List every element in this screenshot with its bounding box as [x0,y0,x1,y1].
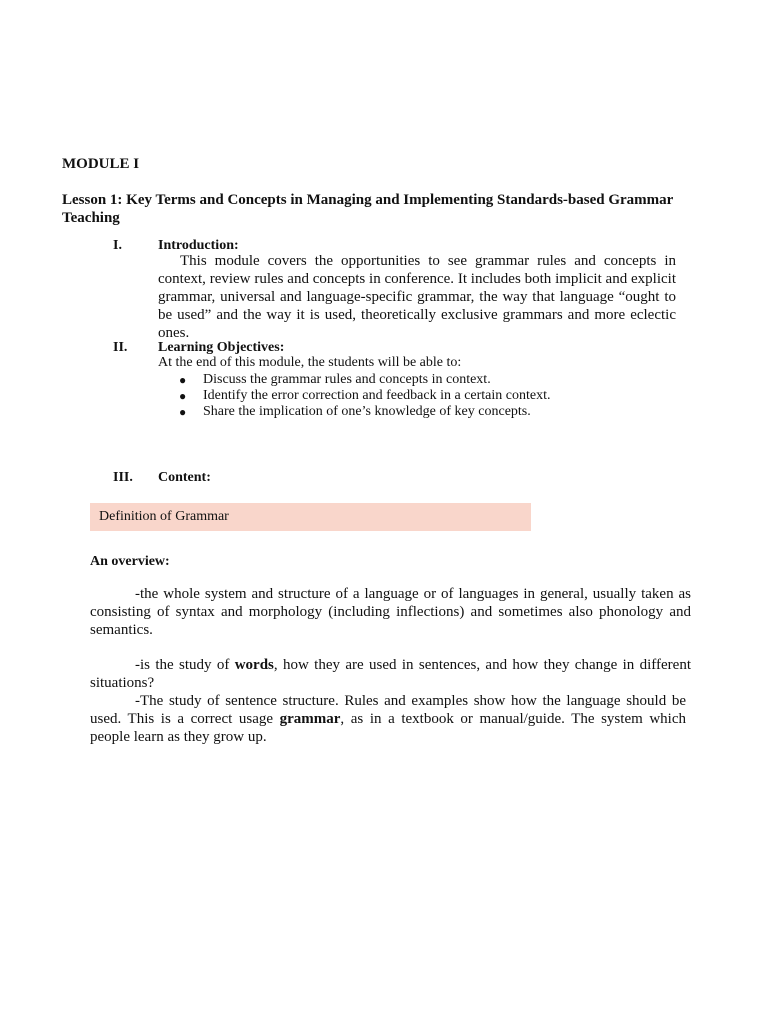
introduction-paragraph: This module covers the opportunities to see grammar rules and concepts in context, review rules and concepts in conference. It includes both implicit and explicit grammar, universal and language-specific grammar, the way that language “ought to be used” and the way it is used, theoretically exclusive grammars and more eclectic ones. [158,253,676,341]
overview-paragraph-3 [90,692,686,746]
paragraph-text: -The study of sentence structure. Rules and examples show how the language should be used. This is a correct usage [90,693,686,727]
bullet-icon: ● [179,373,187,387]
paragraph-text: -is the study of [135,657,235,673]
list-item [158,404,678,420]
section-number-content: III. [113,470,133,485]
keyword-grammar: grammar [279,711,341,727]
overview-paragraph-2 [90,656,691,692]
section-title-introduction: Introduction: [158,238,239,253]
definition-callout: Definition of Grammar [90,503,531,531]
section-title-objectives: Learning Objectives: [158,340,285,355]
section-number-objectives: II. [113,340,128,355]
section-title-content: Content: [158,470,211,485]
list-item [158,372,678,388]
bullet-icon: ● [179,389,187,403]
lesson-title: Lesson 1: Key Terms and Concepts in Managing and Implementing Standards-based Grammar Teaching [62,192,674,226]
bullet-icon: ● [179,405,187,419]
module-title: MODULE I [62,156,140,172]
keyword-words: words [234,657,274,673]
objective-text: Identify the error correction and feedback in a certain context. [203,388,551,403]
objectives-lead: At the end of this module, the students will be able to: [158,355,462,370]
paragraph-text: , how they are used in sentences, and how they change in different situations? [90,657,691,691]
overview-heading: An overview: [90,554,170,569]
list-item [158,388,678,404]
objective-text: Discuss the grammar rules and concepts in context. [203,372,491,387]
objective-text: Share the implication of one’s knowledge of key concepts. [203,404,531,419]
overview-paragraph-1: -the whole system and structure of a language or of languages in general, usually taken as consisting of syntax and morphology (including inflections) and sometimes also phonology and semantics. [90,586,691,638]
objectives-list [158,372,678,420]
section-number-introduction: I. [113,238,122,253]
paragraph-text: , as in a textbook or manual/guide. The system which people learn as they grow up. [90,711,687,745]
